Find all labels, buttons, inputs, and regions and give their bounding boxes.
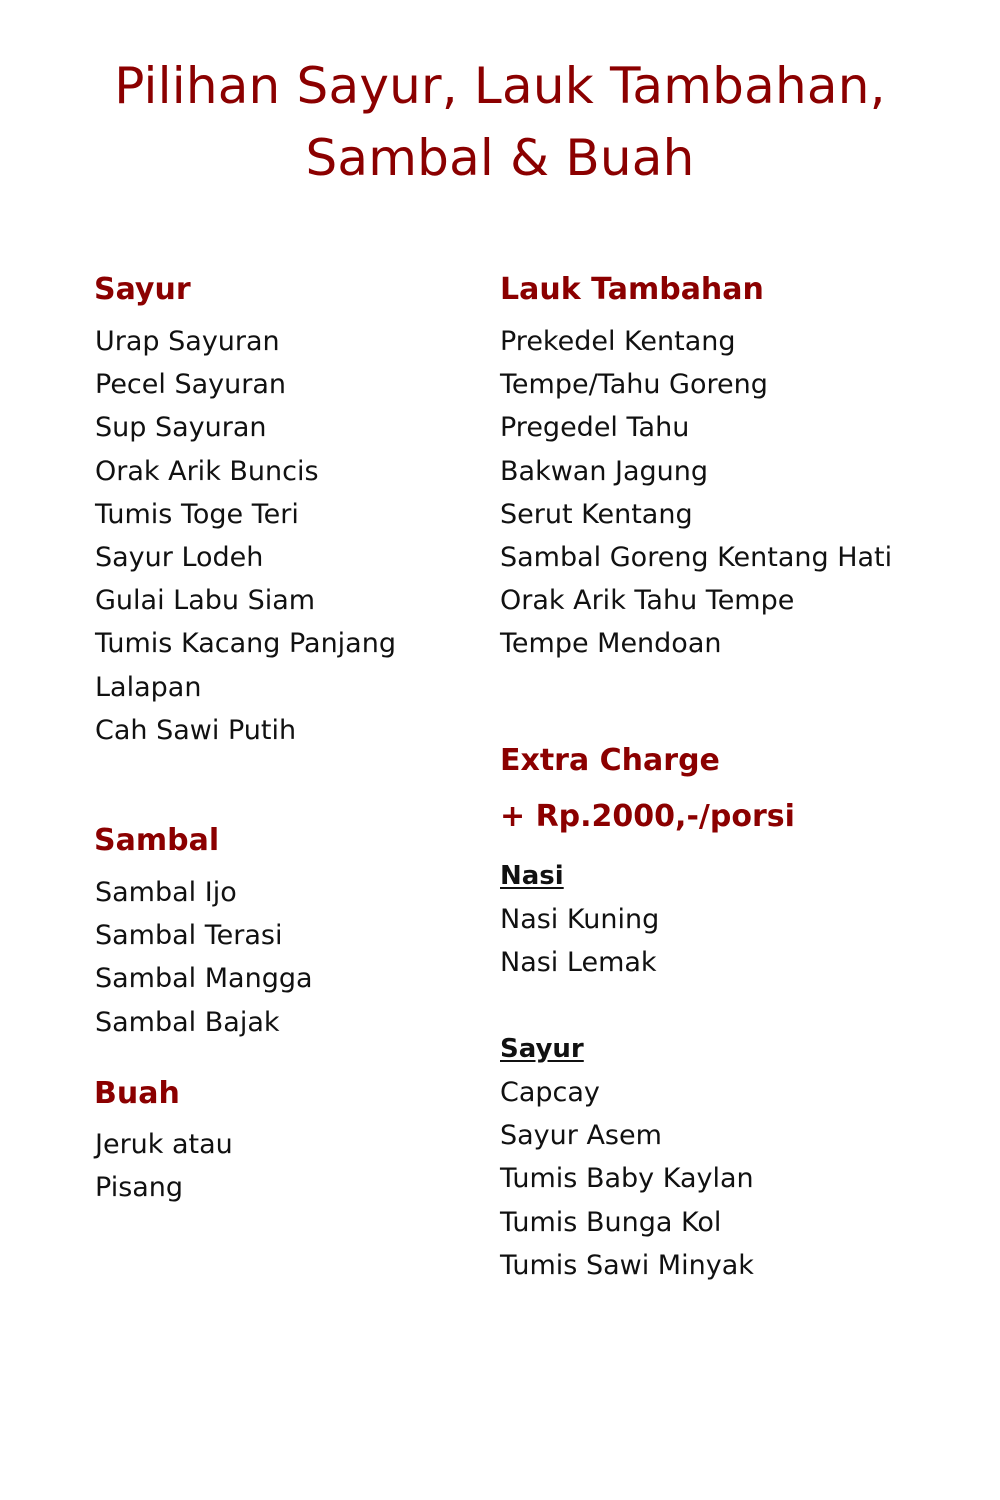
lauk-tambahan-item: Serut Kentang (500, 498, 693, 530)
lauk-tambahan-item: Tempe Mendoan (500, 628, 722, 660)
extra-sayur-item: Sayur Asem (500, 1120, 662, 1152)
nasi-subheading: Nasi (500, 861, 564, 891)
extra-sayur-subheading: Sayur (500, 1034, 584, 1064)
sayur-item: Urap Sayuran (95, 326, 280, 357)
nasi-item: Nasi Kuning (500, 904, 660, 935)
lauk-tambahan-item: Tempe/Tahu Goreng (500, 369, 768, 401)
sayur-item: Orak Arik Buncis (95, 455, 319, 487)
sayur-item: Sup Sayuran (95, 412, 267, 444)
extra-sayur-item: Tumis Baby Kaylan (500, 1163, 754, 1195)
page-title-line-2: Sambal & Buah (305, 129, 695, 187)
nasi-list (500, 898, 659, 984)
sayur-item: Gulai Labu Siam (95, 585, 316, 617)
sambal-list (95, 871, 313, 1044)
nasi-item: Nasi Lemak (500, 947, 657, 979)
lauk-tambahan-list (500, 320, 892, 666)
sayur-item: Pecel Sayuran (95, 369, 287, 401)
extra-charge-price: + Rp.2000,-/porsi (500, 799, 795, 834)
buah-item: Pisang (95, 1172, 184, 1204)
sayur-heading: Sayur (94, 272, 191, 307)
sambal-item: Sambal Terasi (95, 920, 283, 952)
buah-item: Jeruk atau (95, 1129, 233, 1160)
extra-sayur-item: Capcay (500, 1077, 600, 1108)
lauk-tambahan-heading: Lauk Tambahan (500, 272, 764, 307)
extra-sayur-item: Tumis Bunga Kol (500, 1206, 722, 1238)
lauk-tambahan-item: Bakwan Jagung (500, 455, 709, 487)
sayur-item: Tumis Toge Teri (95, 498, 299, 530)
buah-heading: Buah (94, 1076, 180, 1111)
sayur-item: Tumis Kacang Panjang (95, 628, 396, 660)
lauk-tambahan-item: Prekedel Kentang (500, 326, 736, 357)
sambal-item: Sambal Bajak (95, 1006, 280, 1038)
lauk-tambahan-item: Sambal Goreng Kentang Hati (500, 541, 893, 573)
page-title (0, 50, 1000, 194)
sayur-item: Cah Sawi Putih (95, 714, 297, 746)
extra-charge-heading: Extra Charge (500, 743, 720, 778)
extra-sayur-list (500, 1071, 754, 1287)
page-title-line-1: Pilihan Sayur, Lauk Tambahan, (114, 57, 886, 115)
extra-sayur-item: Tumis Sawi Minyak (500, 1249, 754, 1281)
sayur-item: Lalapan (95, 671, 202, 703)
lauk-tambahan-item: Pregedel Tahu (500, 412, 690, 444)
sayur-list (95, 320, 396, 752)
sayur-item: Sayur Lodeh (95, 541, 264, 573)
sambal-item: Sambal Ijo (95, 877, 237, 908)
sambal-item: Sambal Mangga (95, 963, 313, 995)
buah-list (95, 1123, 233, 1209)
sambal-heading: Sambal (94, 823, 220, 858)
lauk-tambahan-item: Orak Arik Tahu Tempe (500, 585, 795, 617)
